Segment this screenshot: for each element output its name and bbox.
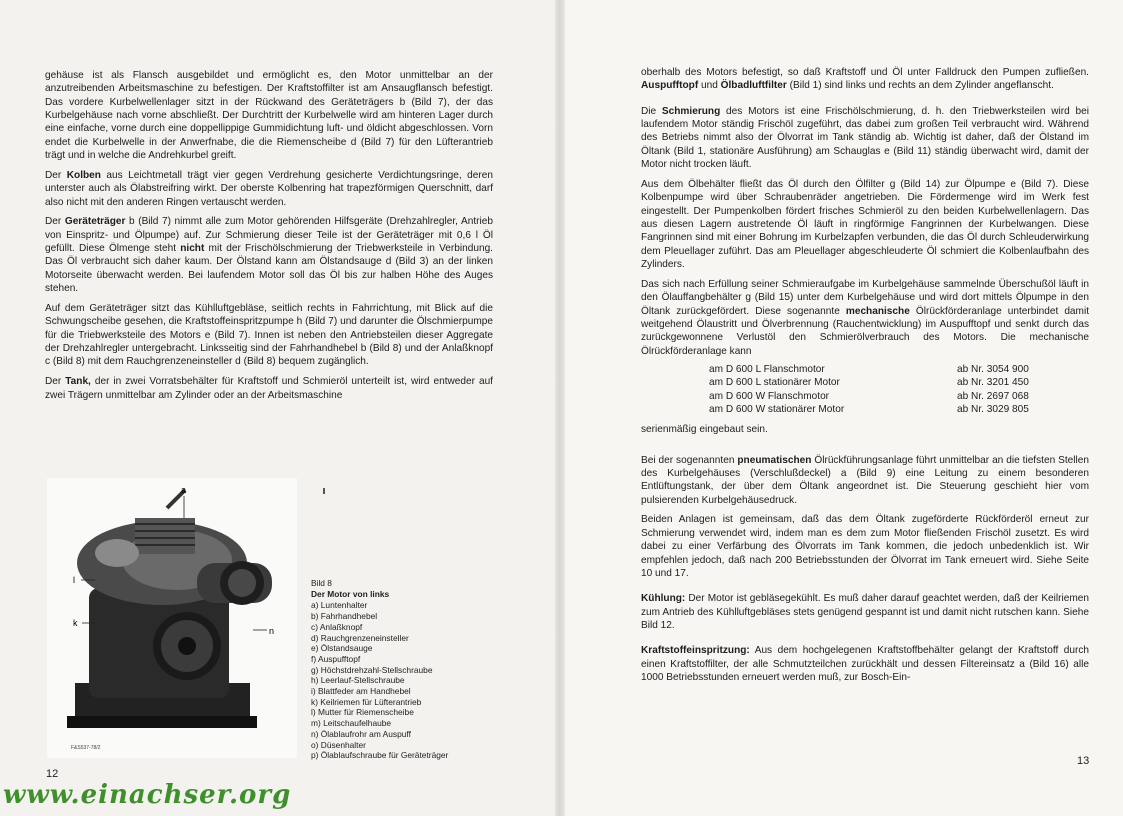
serial-row <box>709 376 1029 389</box>
serial-row <box>709 403 1029 416</box>
figure-label-n: n <box>269 626 275 636</box>
paragraph <box>641 513 1089 580</box>
text-run: mit der Frischölschmierung der Triebwerksteile in Verbindung. Das Öl verbraucht sich daher kaum. Der Ölstand kann am Ölstandsauge d (Bild 3) an der linken Motorseite überwacht werden. Bei laufendem Motor soll das Öl bis zur halben Höhe des Auges stehen. <box>45 243 493 295</box>
paragraph <box>45 215 493 295</box>
right-bottom-paragraphs <box>641 423 1089 684</box>
legend-item: b) Fahrhandhebel <box>311 611 378 622</box>
paragraph <box>641 423 1089 436</box>
legend-item: g) Höchstdrehzahl-Stellschraube <box>311 664 433 675</box>
figure-label-l: l <box>73 575 75 585</box>
bold-term: Kolben <box>66 169 101 181</box>
engine-model: am D 600 W Flanschmotor <box>709 390 830 402</box>
paragraph <box>45 302 493 369</box>
text-run: b (Bild 7) nimmt alle zum Motor gehörenden Hilfsgeräte (Drehzahlregler, Antrieb von Einspritz- und Ölpumpe) auf. Zur Schmierung dieser Teile ist der Geräteträger mit 0,6 l Öl gefüllt. Diese Ölmenge steht <box>45 216 493 255</box>
bold-term: Schmierung <box>661 105 721 117</box>
right-top-paragraphs <box>641 66 1089 358</box>
paragraph <box>45 169 493 209</box>
bold-term: Auspufftopf <box>641 80 699 92</box>
figure-label-k: k <box>73 618 78 628</box>
text-run: Der <box>45 376 66 388</box>
engine-model: am D 600 L stationärer Motor <box>709 377 840 389</box>
legend-item: f) Auspufftopf <box>311 653 361 664</box>
paragraph <box>641 66 1089 93</box>
text-run: Der <box>45 169 67 181</box>
serial-number: ab Nr. 2697 068 <box>957 390 1029 402</box>
bold-term: mechanische <box>845 305 910 317</box>
text-run: Der Motor ist gebläsegekühlt. Es muß daher darauf geachtet werden, daß der Keilriemen zum Antrieb des Kühlluftgebläses stets genügend gespannt ist und damit nicht rutschen kann. Siehe Bild 12. <box>641 593 1089 631</box>
photo-code: F&S537-78/2 <box>71 745 101 751</box>
text-run: Aus dem Ölbehälter fließt das Öl durch den Ölfilter g (Bild 14) zur Ölpumpe e (Bild 7). Diese Kolbenpumpe wird über Schraubenräder angetrieben. Die Fördermenge wird im Werk fest eingestellt. Der Pumpenkolben fördert frisches Schmieröl zu den beiden Kurbelwellenlagern. Das aus diesen Lagern austretende Öl läuft in ringförmige Fangrinnen der Kurbelwangen. Diese Fangrinnen sind mit einer Bohrung im Kurbelzapfen verbunden, die das Öl durch Schleuderwirkung dem Pleuellager zuführt. Das am Pleuellager abgeschleuderte Öl schmiert die Kolbenlaufbahn des Zylinders. <box>641 178 1089 270</box>
figure-label-a: a <box>181 485 187 495</box>
paragraph <box>45 375 493 402</box>
text-run: des Motors ist eine Frischölschmierung, d. h. den Triebwerksteilen wird bei laufendem Motor ständig Frischöl zugeführt, das dabei zum großen Teil verbraucht wird. Während des Betriebs nimmt also der Ölvorrat im Tank ständig ab. Wichtig ist daher, daß der Ölstand im Öltank (Bild 1, stationäre Ausführung) am Schauglas e (Bild 11) ständig überwacht wird, damit der Motor nicht trocken läuft. <box>641 105 1089 171</box>
paragraph <box>45 69 493 162</box>
caption-title: Der Motor von links <box>311 588 390 599</box>
text-run: Auf dem Geräteträger sitzt das Kühlluftgebläse, seitlich rechts in Fahrrichtung, mit Blick auf die Schwungscheibe gesehen, die Kraftstoffeinspritzpumpe h (Bild 7) und darunter die Ölschmierpumpe für die Triebwerksteile des Motors e (Bild 7). Innen ist neben den Antriebsteilen dieser Aggregate der Drehzahlregler untergebracht. Linksseitig sind der Fahrhandhebel b (Bild 8) und der Anlaßknopf c (Bild 8) mit dem Rauchgrenzeneinsteller d (Bild 8) bequem zugänglich. <box>45 303 493 368</box>
text-run: oberhalb des Motors befestigt, so daß Kraftstoff und Öl unter Falldruck den Pumpen zufließen. <box>641 67 1089 78</box>
legend-item: m) Leitschaufelhaube <box>311 718 392 729</box>
page-number-right: 13 <box>1077 755 1090 767</box>
legend-list <box>311 600 501 761</box>
serial-number: ab Nr. 3054 900 <box>957 363 1029 375</box>
right-text-column <box>641 66 1089 691</box>
page-number-left: 12 <box>46 768 59 780</box>
legend-item: i) Blattfeder am Handhebel <box>311 686 411 697</box>
text-run: Ölrückförderanlage unterbindet damit weitgehend Ölaustritt und Ölverbrennung (Rauchentwicklung) im Auspufftopf und senkt durch das zurückgewonnene Verlustöl den Schmierölverbrauch des Motors. Die mechanische Ölrückförderanlage kann <box>641 305 1089 357</box>
engine-photo <box>47 478 297 758</box>
left-text-column <box>45 69 493 408</box>
figure-caption <box>311 578 501 761</box>
text-run: Beiden Anlagen ist gemeinsam, daß das dem Öltank zugeförderte Rückförderöl erneut zur Schmierung verwendet wird, indem man es dem zum Motor fließenden Frischöl zusetzt. Es wird dabei zu einer Verfärbung des Ölvorrats im Tank kommen, die jedoch unbedenklich ist. Wir empfehlen jedoch, daß nach 200 Betriebsstunden der Ölvorrat im Tank erneuert wird. Siehe Seite 10 und 17. <box>641 514 1089 579</box>
text-run: Ölrückführungsanlage führt unmittelbar an die tiefsten Stellen des Kurbelgehäuses (Verschlußdeckel) a (Bild 9) eine Leitung zu einem besonderen Entlüftungstank, der über dem Öltank angeordnet ist. Die Steuerung geschieht hier vom pulsierenden Kurbelgehäusedruck. <box>641 454 1089 506</box>
serial-row <box>709 390 1029 403</box>
serial-number-table <box>709 363 1029 416</box>
book-gutter <box>555 0 565 816</box>
legend-item: e) Ölstandsauge <box>311 643 373 654</box>
bold-term: Kraftstoffeinspritzung: <box>641 645 750 657</box>
paragraph <box>641 592 1089 632</box>
text-run: (Bild 1) sind links und rechts an dem Zylinder angeflanscht. <box>786 80 1054 92</box>
text-run: und <box>698 80 721 92</box>
legend-item: d) Rauchgrenzeneinsteller <box>311 632 409 643</box>
legend-item: p) Ölablaufschraube für Geräteträger <box>311 750 449 761</box>
legend-item: a) Luntenhalter <box>311 600 368 611</box>
bold-term: pneumatischen <box>737 454 812 466</box>
legend-item: c) Anlaßknopf <box>311 621 363 632</box>
watermark-url[interactable]: www.einachser.org <box>3 780 292 810</box>
engine-model: am D 600 W stationärer Motor <box>709 403 845 415</box>
text-run: serienmäßig eingebaut sein. <box>641 424 768 436</box>
legend-item: o) Düsenhalter <box>311 739 366 750</box>
bold-term: Tank, <box>65 376 91 388</box>
bold-term: Kühlung: <box>641 593 686 605</box>
paragraph <box>641 454 1089 507</box>
paragraph <box>641 105 1089 172</box>
bold-term: Geräteträger <box>64 216 126 228</box>
paragraph <box>641 644 1089 684</box>
caption-number: Bild 8 <box>311 578 332 588</box>
engine-illustration <box>47 478 297 758</box>
legend-item: l) Mutter für Riemenscheibe <box>311 707 414 718</box>
bold-term: Ölbadluftfilter <box>720 80 787 92</box>
legend-item: n) Ölablaufrohr am Auspuff <box>311 728 411 739</box>
paragraph <box>641 278 1089 358</box>
text-run: Das sich nach Erfüllung seiner Schmieraufgabe im Kurbelgehäuse sammelnde Überschußöl läuft in den Ölauffangbehälter g (Bild 15) unter dem Kurbelgehäuse und wird dort mittels Ölpumpe in den Öltank zurückgefördert. Diese sogenannte <box>641 278 1089 317</box>
bold-term: nicht <box>180 243 205 255</box>
text-run: Aus dem hochgelegenen Kraftstoffbehälter gelangt der Kraftstoff durch einen Kraftstoffilter, der alle Schmutzteilchen zurückhält und dessen Filtereinsatz a (Bild 16) alle 1000 Betriebsstunden erneuert werden muß, zur Bosch-Ein- <box>641 645 1089 683</box>
paragraph <box>641 178 1089 271</box>
serial-row <box>709 363 1029 376</box>
engine-model: am D 600 L Flanschmotor <box>709 363 825 375</box>
legend-item: h) Leerlauf-Stellschraube <box>311 675 405 686</box>
text-run: gehäuse ist als Flansch ausgebildet und ermöglicht es, den Motor unmittelbar an der anzutreibenden Arbeitsmaschine zu befestigen. Der Kraftstoffilter ist am Ansaugflansch befestigt. Das vordere Kurbelwellenlager sitzt in der Rückwand des Geräteträgers b (Bild 7), der das Kurbelgehäuse nach vorne abschließt. Der Durchtritt der Kurbelwelle wird am hinteren Lager durch eine einfache, vorne durch eine doppellippige Gummidichtung luft- und öldicht abgeschlossen. Vorn endet die Kurbelwelle in der Anwerfnabe, die die Riemenscheibe d (Bild 7) für den Lüfterantrieb trägt und in welche die Andrehkurbel greift. <box>45 70 493 162</box>
text-run: Der <box>45 216 65 228</box>
text-run: der in zwei Vorratsbehälter für Kraftstoff und Schmieröl unterteilt ist, wird entweder auf zwei Trägern unmittelbar am Zylinder oder an der Arbeitsmaschine <box>45 376 493 401</box>
legend-item: k) Keilriemen für Lüfterantrieb <box>311 696 422 707</box>
serial-number: ab Nr. 3201 450 <box>957 377 1029 389</box>
text-run: Die <box>641 105 662 117</box>
text-run: aus Leichtmetall trägt vier gegen Verdrehung gesicherte Verdichtungsringe, deren unterster auch als Ölabstreifring wirkt. Der oberste Kolbenring hat trapezförmigen Querschnitt, darf also nicht mit den anderen Ringen vertauscht werden. <box>45 169 493 208</box>
print-mark <box>323 488 325 494</box>
serial-number: ab Nr. 3029 805 <box>957 403 1029 415</box>
text-run: Bei der sogenannten <box>641 454 738 466</box>
